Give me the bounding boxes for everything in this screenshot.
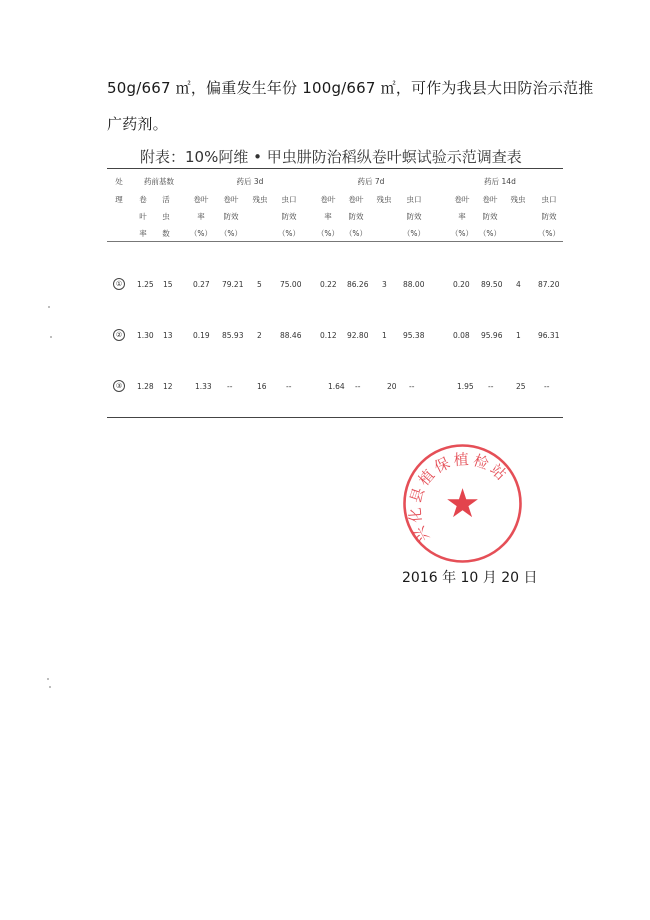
seal-text: 兴化县植保植检站 (405, 450, 513, 545)
header-14d-roll-3: （%） (450, 229, 474, 238)
cell: 1 (382, 331, 387, 340)
cell: 87.20 (538, 280, 560, 289)
cell: 86.26 (347, 280, 369, 289)
header-group-14d: 药后 14d (484, 177, 516, 186)
cell: -- (227, 382, 233, 391)
header-7d-pesteff-2: 防效 (406, 212, 422, 221)
cell: 13 (163, 331, 173, 340)
cell: 16 (257, 382, 267, 391)
cell: 95.96 (481, 331, 503, 340)
table-bottom-rule (107, 417, 563, 418)
cell: 1.28 (137, 382, 154, 391)
cell: 95.38 (403, 331, 425, 340)
cell: 2 (257, 331, 262, 340)
cell: 75.00 (280, 280, 302, 289)
star-icon: ★ (444, 481, 481, 527)
header-treatment-1: 处 (115, 177, 123, 186)
header-7d-rolleff-3: （%） (344, 229, 368, 238)
header-14d-pesteff-2: 防效 (541, 212, 557, 221)
scan-speck (50, 336, 52, 338)
body-paragraph-line-1: 50g/667 ㎡，偏重发生年份 100g/667 ㎡，可作为我县大田防治示范推 (107, 79, 594, 97)
header-7d-roll-1: 卷叶 (320, 195, 336, 204)
cell: 88.46 (280, 331, 302, 340)
header-3d-roll-2: 率 (197, 212, 205, 221)
cell: 12 (163, 382, 173, 391)
header-14d-roll-1: 卷叶 (454, 195, 470, 204)
cell: -- (355, 382, 361, 391)
cell: 1.25 (137, 280, 154, 289)
cell: -- (488, 382, 494, 391)
cell: 89.50 (481, 280, 503, 289)
header-3d-roll-3: （%） (189, 229, 213, 238)
body-paragraph-line-2: 广药剂。 (107, 115, 168, 133)
header-14d-pesteff-1: 虫口 (541, 195, 557, 204)
cell: 20 (387, 382, 397, 391)
header-pre-live-3: 数 (162, 229, 170, 238)
header-3d-pesteff-1: 虫口 (281, 195, 297, 204)
header-3d-residual: 残虫 (252, 195, 268, 204)
cell: 1 (516, 331, 521, 340)
cell: 3 (382, 280, 387, 289)
header-pre-roll-2: 叶 (139, 212, 147, 221)
header-3d-rolleff-1: 卷叶 (223, 195, 239, 204)
cell: 79.21 (222, 280, 244, 289)
cell: -- (544, 382, 550, 391)
cell: 88.00 (403, 280, 425, 289)
table-caption: 附表：10%阿维 • 甲虫肼防治稻纵卷叶螟试验示范调查表 (140, 148, 522, 166)
header-14d-roll-2: 率 (458, 212, 466, 221)
header-3d-rolleff-3: （%） (219, 229, 243, 238)
cell: 0.19 (193, 331, 210, 340)
cell: -- (286, 382, 292, 391)
cell: 0.22 (320, 280, 337, 289)
cell: 92.80 (347, 331, 369, 340)
header-group-3d: 药后 3d (236, 177, 264, 186)
cell: 0.12 (320, 331, 337, 340)
cell: 1.30 (137, 331, 154, 340)
header-7d-pesteff-3: （%） (402, 229, 426, 238)
cell: 96.31 (538, 331, 560, 340)
cell: 85.93 (222, 331, 244, 340)
header-pre-roll-3: 率 (139, 229, 147, 238)
cell: 0.20 (453, 280, 470, 289)
official-seal (400, 441, 525, 566)
header-pre-base: 药前基数 (144, 177, 174, 186)
header-3d-pesteff-3: （%） (277, 229, 301, 238)
header-7d-roll-2: 率 (324, 212, 332, 221)
cell: 4 (516, 280, 521, 289)
header-group-7d: 药后 7d (357, 177, 385, 186)
header-3d-rolleff-2: 防效 (223, 212, 239, 221)
scan-speck (48, 306, 50, 308)
cell: 25 (516, 382, 526, 391)
header-7d-roll-3: （%） (316, 229, 340, 238)
header-3d-pesteff-2: 防效 (281, 212, 297, 221)
header-7d-pesteff-1: 虫口 (406, 195, 422, 204)
cell: 1.95 (457, 382, 474, 391)
row-id: ③ (113, 380, 125, 392)
header-pre-live-2: 虫 (162, 212, 170, 221)
header-14d-rolleff-3: （%） (478, 229, 502, 238)
scan-speck (49, 686, 51, 688)
header-14d-rolleff-1: 卷叶 (482, 195, 498, 204)
table-top-rule (107, 168, 563, 169)
row-id: ① (113, 278, 125, 290)
header-14d-residual: 残虫 (510, 195, 526, 204)
header-7d-residual: 残虫 (376, 195, 392, 204)
header-pre-roll-1: 卷 (139, 195, 147, 204)
cell: 0.08 (453, 331, 470, 340)
cell: -- (409, 382, 415, 391)
cell: 1.33 (195, 382, 212, 391)
cell: 1.64 (328, 382, 345, 391)
header-3d-roll-1: 卷叶 (193, 195, 209, 204)
cell: 5 (257, 280, 262, 289)
header-14d-rolleff-2: 防效 (482, 212, 498, 221)
row-id: ② (113, 329, 125, 341)
cell: 15 (163, 280, 173, 289)
header-14d-pesteff-3: （%） (537, 229, 561, 238)
header-7d-rolleff-2: 防效 (348, 212, 364, 221)
header-pre-live-1: 活 (162, 195, 170, 204)
table-header-rule (107, 241, 563, 242)
scan-speck (47, 678, 49, 680)
header-treatment-2: 理 (115, 195, 123, 204)
header-7d-rolleff-1: 卷叶 (348, 195, 364, 204)
document-date: 2016 年 10 月 20 日 (402, 570, 538, 586)
cell: 0.27 (193, 280, 210, 289)
